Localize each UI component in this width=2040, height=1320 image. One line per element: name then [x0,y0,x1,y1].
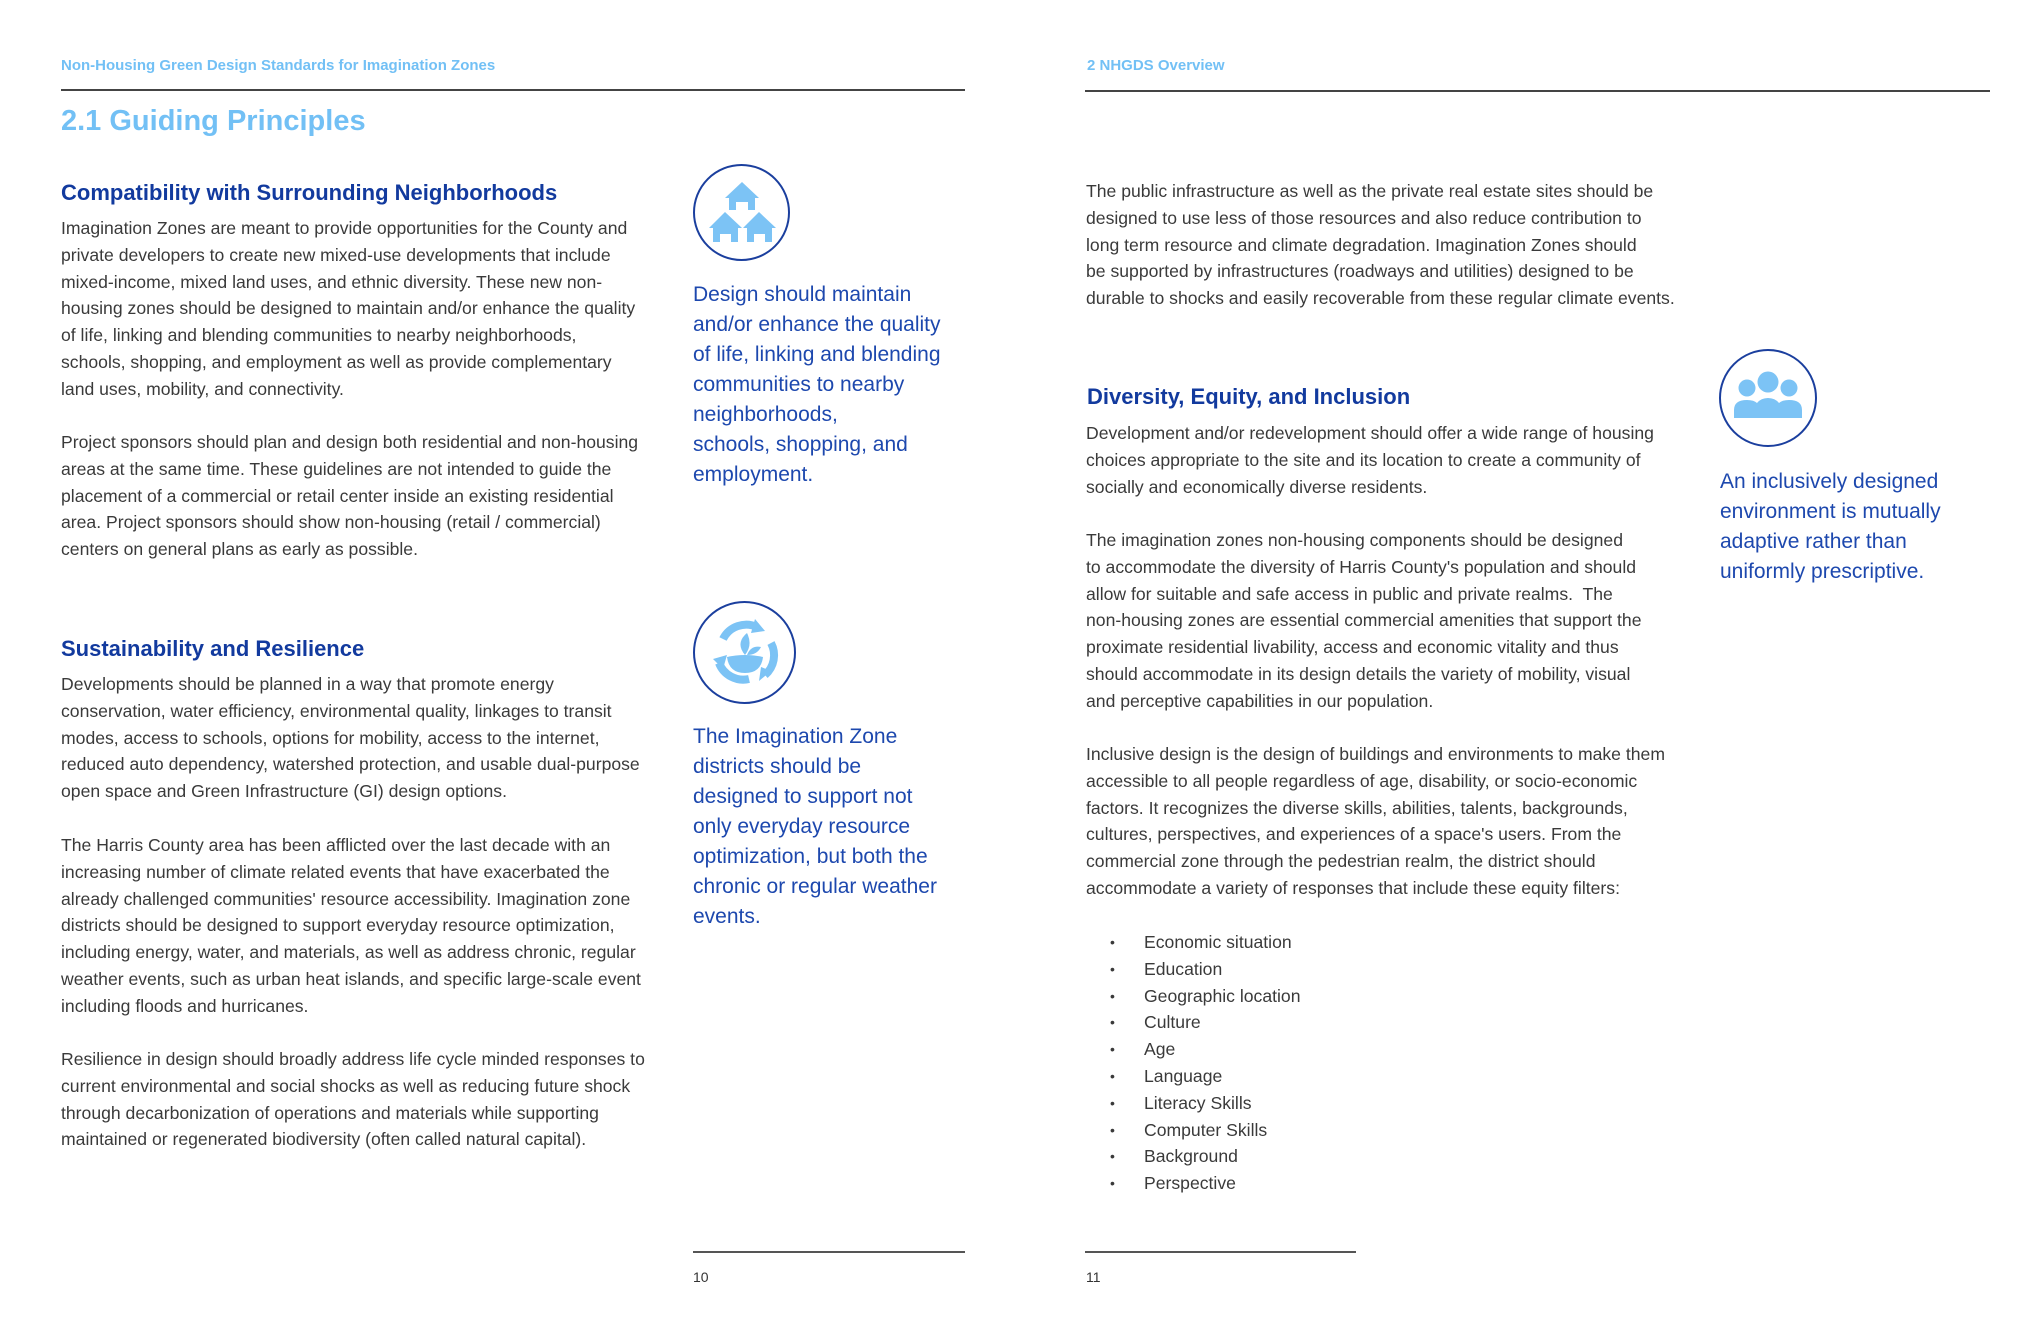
list-item: • Geographic location [1110,983,1301,1010]
compatibility-paragraph-1: Imagination Zones are meant to provide opportunities for the County and private developers to create new mixed-use developments that include mixed-income, mixed land uses, and ethnic diversity. These new non- housing zones should be designed to maintain and/or enhance the quality of life, linking and blending communities to nearby neighborhoods, schools, shopping, and employment as well as provide complementary land uses, mobility, and connectivity. [61,218,636,399]
diversity-paragraph-1: Development and/or redevelopment should offer a wide range of housing choices appropriate to the site and its location to create a community of socially and economically diverse residents. [1086,423,1654,497]
list-item: • Background [1110,1143,1301,1170]
compatibility-paragraph-2: Project sponsors should plan and design both residential and non-housing areas at the same time. These guidelines are not intended to guide the placement of a commercial or retail center inside an existing residential area. Project sponsors should show non-housing (retail / commercial) centers on general plans as early as possible. [61,432,639,560]
list-item: • Education [1110,956,1301,983]
diversity-paragraph-2: The imagination zones non-housing components should be designed to accommodate the diversity of Harris County's population and should allow for suitable and safe access in public and private realms. The non-housing zones are essential commercial amenities that support the proximate residential livability, access and economic vitality and thus should accommodate in its design details the variety of mobility, visual and perceptive capabilities in our population. [1086,530,1642,711]
list-item: • Economic situation [1110,929,1301,956]
list-item: • Perspective [1110,1170,1301,1197]
recycle-sprout-icon [693,601,796,704]
intro-paragraph: The public infrastructure as well as the private real estate sites should be designed to use less of those resources and also reduce contribution to long term resource and climate degradation. Imagination Zones should be supported by infrastructures (roadways and utilities) designed to be durable to shocks and easily recoverable from these regular climate events. [1086,181,1675,309]
footer-rule-right [1085,1251,1356,1253]
callout-diversity: An inclusively designed environment is mutually adaptive rather than uniformly prescriptive. [1720,470,1941,583]
heading-sustainability: Sustainability and Resilience [61,636,365,661]
callout-compatibility: Design should maintain and/or enhance the quality of life, linking and blending communities to nearby neighborhoods, schools, shopping, and employment. [693,283,941,486]
diversity-paragraph-3: Inclusive design is the design of buildings and environments to make them accessible to all people regardless of age, disability, or socio-economic factors. It recognizes the diverse skills, abilities, talents, backgrounds, cultures, perspectives, and experiences of a space's users. From the commercial zone through the pedestrian realm, the district should accommodate a variety of responses that include these equity filters: [1086,744,1665,898]
houses-icon [693,164,790,261]
sustainability-paragraph-2: The Harris County area has been afflicted over the last decade with an increasing number of climate related events that have exacerbated the already challenged communities' resource accessibility. Imagination zone districts should be designed to support everyday resource optimization, including energy, water, and materials, as well as address chronic, regular weather events, such as urban heat islands, and specific large-scale event including floods and hurricanes. [61,835,641,1016]
page-number-left: 10 [693,1269,709,1285]
callout-sustainability: The Imagination Zone districts should be designed to support not only everyday resource optimization, but both the chronic or regular weather events. [693,725,937,928]
list-item: • Computer Skills [1110,1117,1301,1144]
sustainability-paragraph-1: Developments should be planned in a way that promote energy conservation, water efficiency, environmental quality, linkages to transit modes, access to schools, options for mobility, access to the internet, reduced auto dependency, watershed protection, and usable dual-purpose open space and Green Infrastructure (GI) design options. [61,674,640,802]
running-head-left: Non-Housing Green Design Standards for Imagination Zones [61,57,496,74]
list-item: • Age [1110,1036,1301,1063]
running-head-right: 2 NHGDS Overview [1087,57,1225,74]
heading-compatibility: Compatibility with Surrounding Neighborhoods [61,180,558,205]
sustainability-paragraph-3: Resilience in design should broadly address life cycle minded responses to current environmental and social shocks as well as reducing future shock through decarbonization of operations and materials while supporting maintained or regenerated biodiversity (often called natural capital). [61,1049,645,1150]
header-rule-right [1085,90,1990,92]
header-rule-left [61,89,965,91]
list-item: • Literacy Skills [1110,1090,1301,1117]
page-number-right: 11 [1086,1269,1101,1285]
footer-rule-left [693,1251,965,1253]
list-item: • Language [1110,1063,1301,1090]
list-item: • Culture [1110,1009,1301,1036]
people-group-icon [1719,349,1817,447]
section-title: 2.1 Guiding Principles [61,105,366,137]
heading-diversity: Diversity, Equity, and Inclusion [1087,384,1411,409]
equity-filters-list [1110,929,1301,1197]
